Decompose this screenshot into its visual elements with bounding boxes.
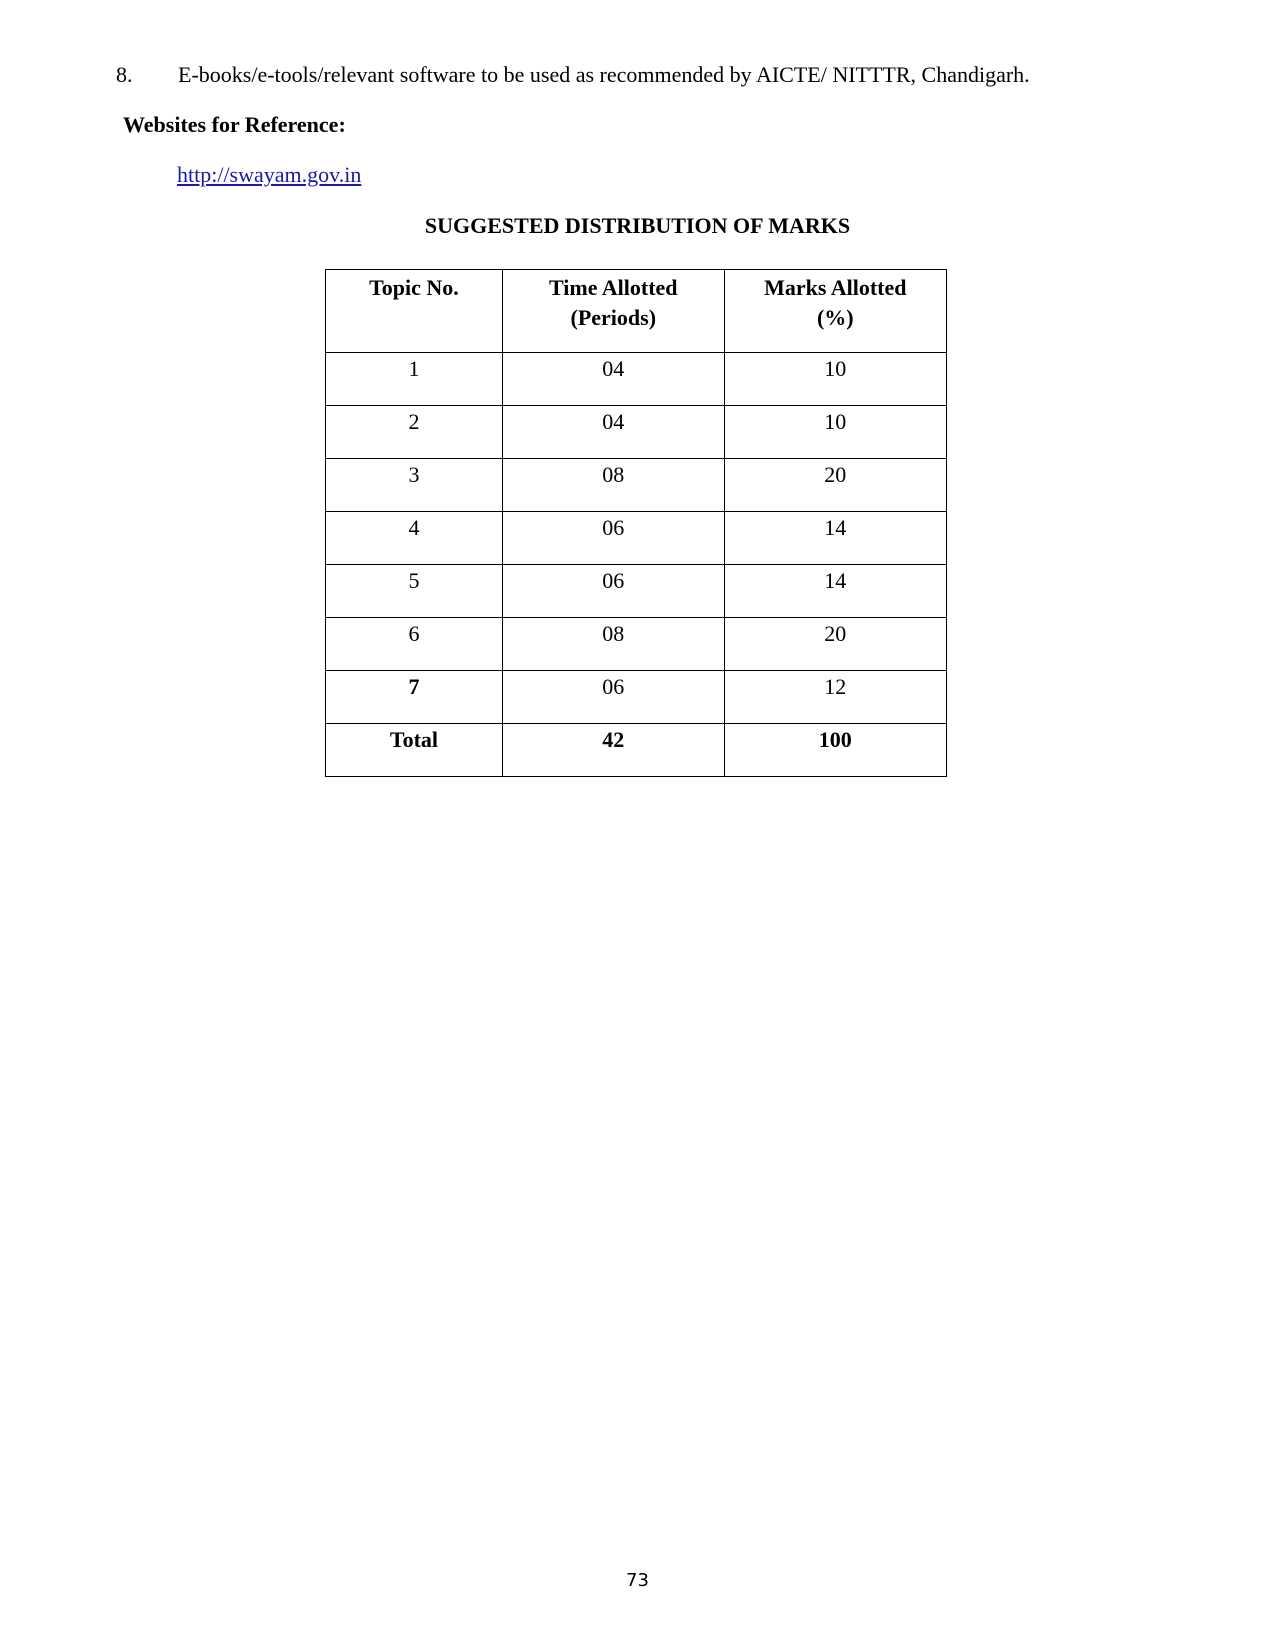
list-number: 8. [116,62,133,87]
cell-marks: 14 [724,565,946,618]
cell-topic: 4 [326,512,503,565]
table-row [326,512,947,565]
cell-marks: 14 [724,512,946,565]
table-title: SUGGESTED DISTRIBUTION OF MARKS [424,213,851,238]
cell-time: 08 [502,618,724,671]
list-item-8 [116,62,1030,88]
cell-marks: 12 [724,671,946,724]
table-row [326,618,947,671]
list-text: E-books/e-tools/relevant software to be used as recommended by AICTE/ NITTTR, Chandigarh. [178,62,1030,87]
cell-topic: 1 [326,353,503,406]
cell-marks: 10 [724,406,946,459]
cell-marks: 20 [724,459,946,512]
header-marks: Marks Allotted (%) [724,270,946,353]
total-label: Total [326,724,503,777]
page-number: 73 [626,1570,649,1591]
table-row [326,353,947,406]
table-row [326,406,947,459]
cell-topic: 5 [326,565,503,618]
total-marks: 100 [724,724,946,777]
table-header-row [326,270,947,353]
header-time: Time Allotted (Periods) [502,270,724,353]
cell-time: 08 [502,459,724,512]
table-total-row [326,724,947,777]
table-row [326,671,947,724]
header-topic: Topic No. [326,270,503,353]
cell-time: 06 [502,671,724,724]
cell-topic: 6 [326,618,503,671]
cell-topic: 3 [326,459,503,512]
table-row [326,459,947,512]
cell-time: 04 [502,353,724,406]
cell-marks: 20 [724,618,946,671]
cell-marks: 10 [724,353,946,406]
websites-heading: Websites for Reference: [123,112,346,137]
total-time: 42 [502,724,724,777]
table-row [326,565,947,618]
cell-time: 06 [502,565,724,618]
marks-distribution-table [325,269,947,777]
cell-time: 06 [502,512,724,565]
cell-topic: 7 [326,671,503,724]
cell-time: 04 [502,406,724,459]
swayam-link[interactable]: http://swayam.gov.in [177,162,362,187]
cell-topic: 2 [326,406,503,459]
